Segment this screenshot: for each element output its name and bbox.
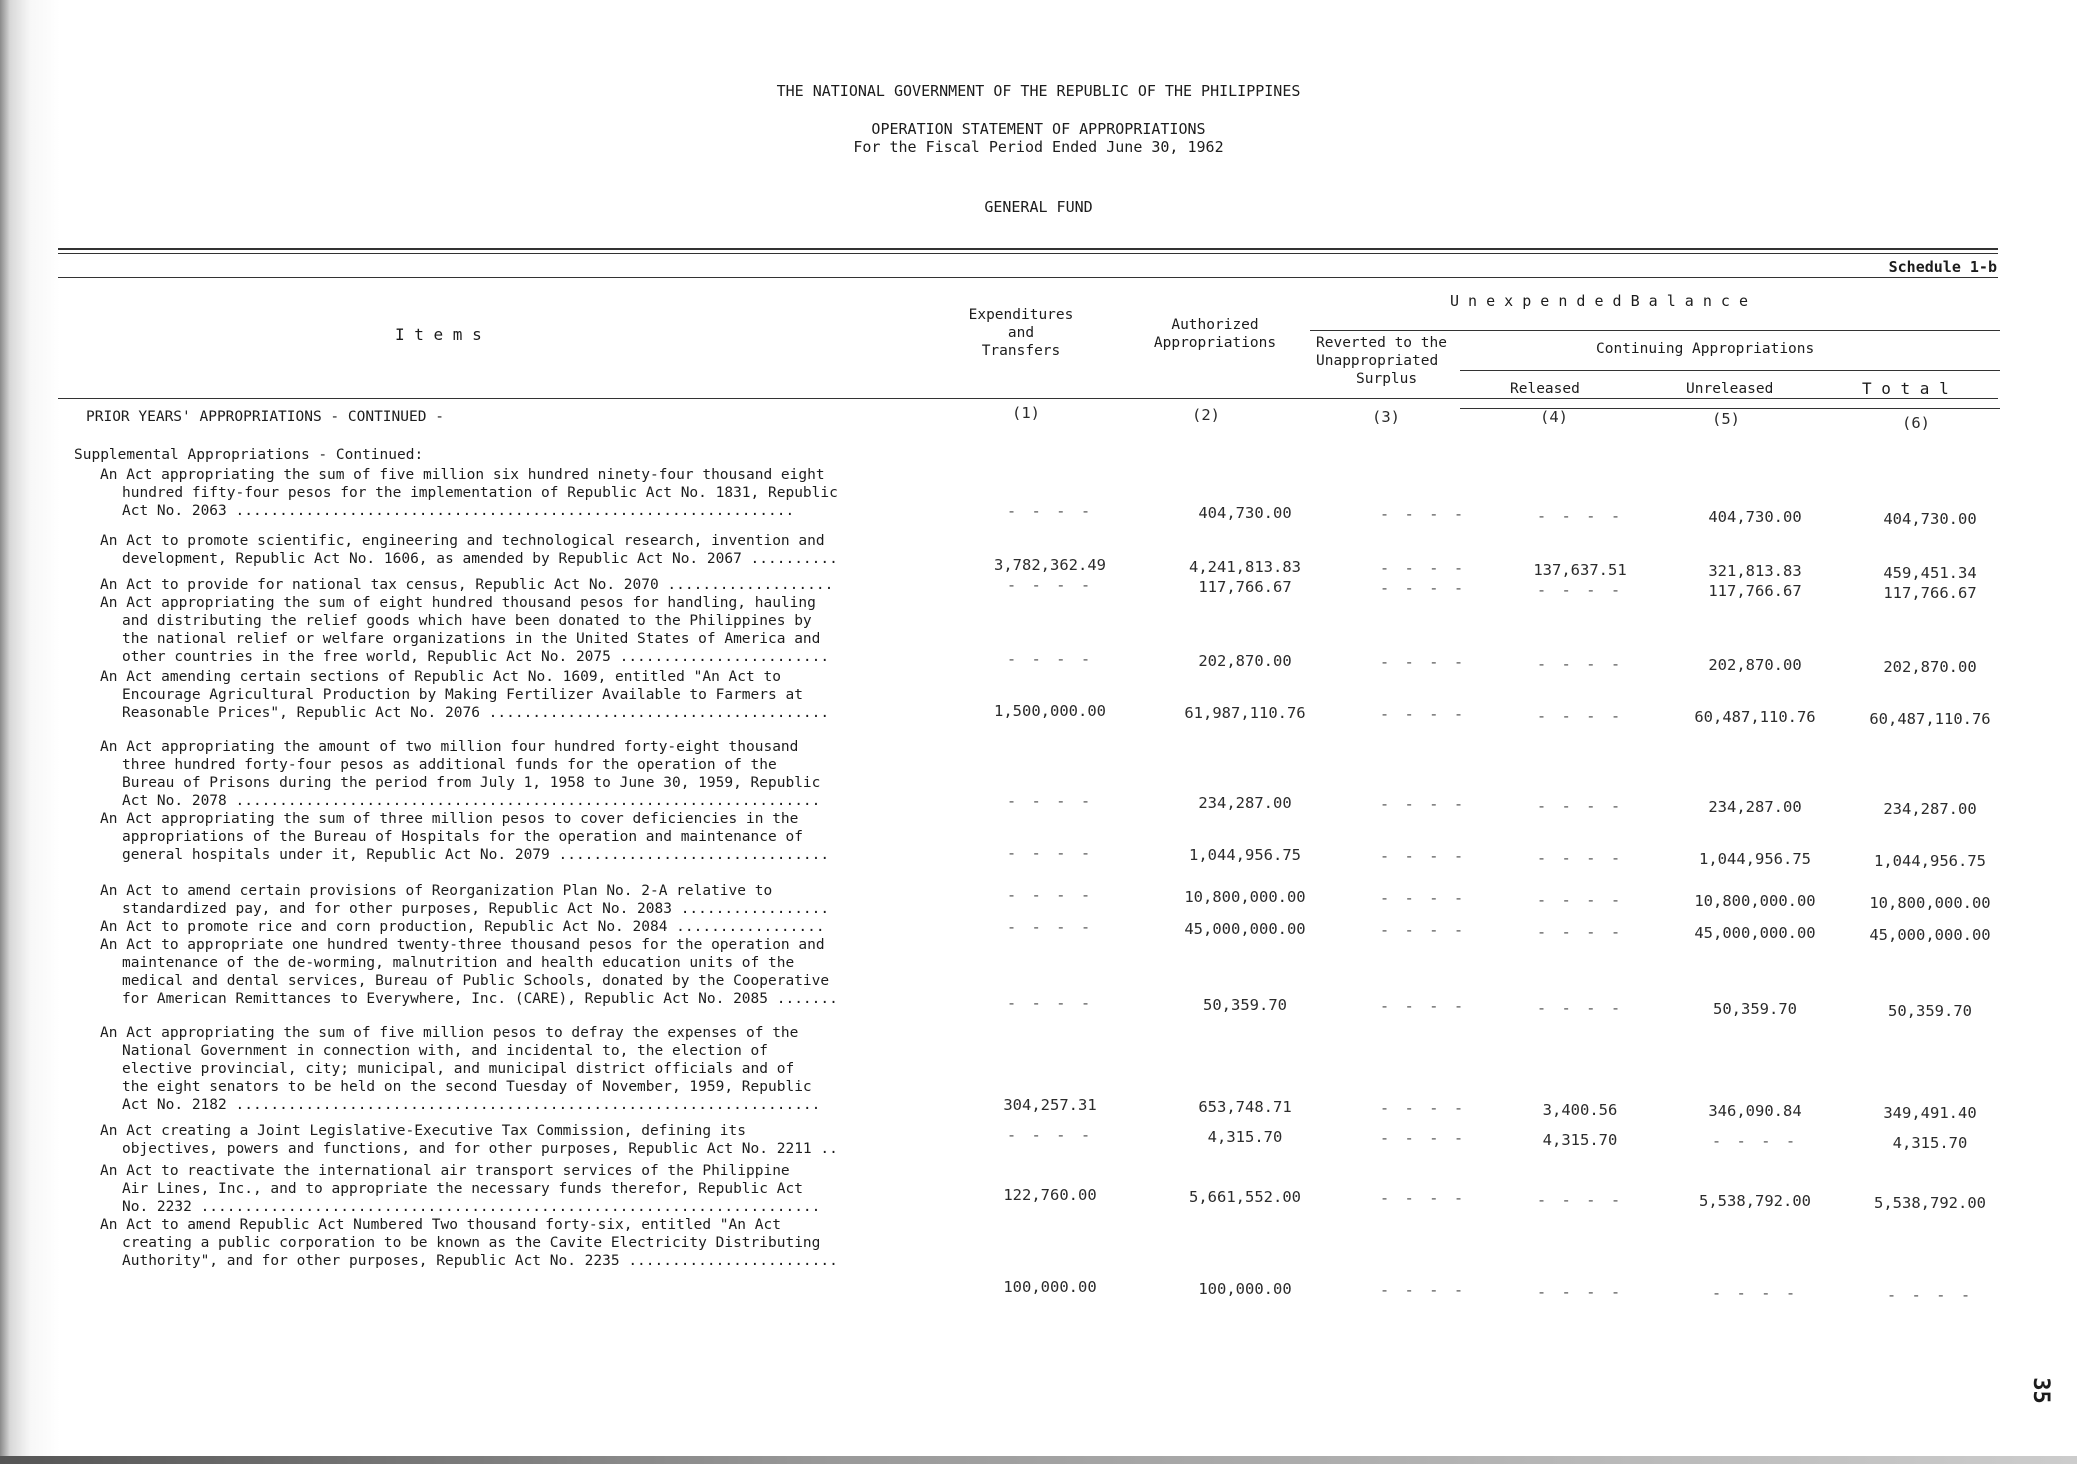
item-description — [100, 738, 940, 810]
unexpended-header: U n e x p e n d e d B a l a n c e — [1450, 292, 1749, 310]
cell-col-4: 137,637.51 — [1533, 560, 1627, 579]
authorized-header: Authorized Appropriations — [1153, 317, 1277, 351]
cell-col-2: 100,000.00 — [1198, 1279, 1292, 1298]
cell-col-6: 4,315.70 — [1892, 1133, 1968, 1152]
cell-col-4: - - - - — [1536, 998, 1624, 1017]
item-text-line: elective provincial, city; municipal, and municipal district officials and of — [122, 1061, 795, 1077]
cell-col-1: - - - - — [1006, 844, 1094, 862]
item-text-line: An Act to appropriate one hundred twenty-three thousand pesos for the operation and — [100, 937, 825, 953]
cell-col-3: - - - - — [1379, 795, 1467, 813]
item-text-line: objectives, powers and functions, and for other purposes, Republic Act No. 2211 .. — [122, 1141, 838, 1157]
cell-col-1: 122,760.00 — [1003, 1186, 1097, 1204]
item-text-line: An Act appropriating the amount of two million four hundred forty-eight thousand — [100, 739, 799, 755]
item-text-line: An Act to amend Republic Act Numbered Two thousand forty-six, entitled "An Act — [100, 1217, 781, 1233]
statement-title: OPERATION STATEMENT OF APPROPRIATIONS — [871, 120, 1206, 138]
item-text-line: medical and dental services, Bureau of Public Schools, donated by the Cooperative — [122, 973, 830, 989]
cell-col-6: 1,044,956.75 — [1874, 851, 1986, 870]
cell-col-5: - - - - — [1711, 1132, 1799, 1150]
cell-col-4: - - - - — [1536, 922, 1624, 941]
item-description — [100, 1216, 940, 1270]
item-text-line: appropriations of the Bureau of Hospitals for the operation and maintenance of — [122, 829, 803, 845]
cell-col-4: - - - - — [1536, 890, 1624, 909]
cell-col-2: 50,359.70 — [1203, 995, 1287, 1014]
cell-col-5: 10,800,000.00 — [1694, 892, 1816, 910]
cell-col-2: 117,766.67 — [1198, 577, 1292, 596]
expenditures-header: Expenditures and Transfers — [968, 307, 1074, 359]
cell-col-2: 404,730.00 — [1198, 503, 1292, 522]
cell-col-1: - - - - — [1006, 994, 1094, 1012]
footer-bar — [0, 1456, 2077, 1464]
item-text-line: Air Lines, Inc., and to appropriate the necessary funds therefor, Republic Act — [122, 1181, 803, 1197]
item-text-line: and distributing the relief goods which have been donated to the Philippines by — [122, 613, 812, 629]
cell-col-5: 1,044,956.75 — [1699, 850, 1811, 868]
cell-col-6: 234,287.00 — [1883, 799, 1977, 818]
cell-col-5: 234,287.00 — [1708, 798, 1802, 816]
item-text-line: An Act to reactivate the international air transport services of the Philippine — [100, 1163, 790, 1179]
item-text-line: general hospitals under it, Republic Act No. 2079 ............................... — [122, 847, 830, 863]
period-subtitle: For the Fiscal Period Ended June 30, 1962 — [853, 138, 1224, 156]
col-num-5: (5) — [1712, 410, 1740, 428]
item-text-line: the eight senators to be held on the second Tuesday of November, 1959, Republic — [122, 1079, 812, 1095]
cell-col-4: - - - - — [1536, 706, 1624, 725]
cell-col-2: 4,315.70 — [1207, 1127, 1283, 1146]
cell-col-3: - - - - — [1379, 705, 1467, 723]
cell-col-3: - - - - — [1379, 1099, 1467, 1117]
cell-col-1: - - - - — [1006, 1126, 1094, 1144]
cell-col-4: - - - - — [1536, 654, 1624, 673]
item-text-line: An Act creating a Joint Legislative-Executive Tax Commission, defining its — [100, 1123, 747, 1139]
item-text-line: Authority", and for other purposes, Republic Act No. 2235 ........................ — [122, 1253, 838, 1269]
unexpended-rule — [1310, 330, 2000, 331]
item-text-line: maintenance of the de-worming, malnutrition and health education units of the — [122, 955, 795, 971]
cell-col-2: 1,044,956.75 — [1189, 845, 1301, 864]
cell-col-6: 60,487,110.76 — [1869, 709, 1991, 728]
item-description — [100, 1024, 940, 1114]
cell-col-5: 5,538,792.00 — [1699, 1192, 1811, 1210]
cell-col-5: - - - - — [1711, 1284, 1799, 1302]
cell-col-4: - - - - — [1536, 1190, 1624, 1209]
cell-col-5: 404,730.00 — [1708, 508, 1802, 526]
cell-col-3: - - - - — [1379, 889, 1467, 907]
item-description — [100, 668, 940, 722]
item-text-line: Act No. 2078 ................................................................... — [122, 793, 821, 809]
continuing-rule — [1460, 370, 2000, 371]
item-text-line: standardized pay, and for other purposes, Republic Act No. 2083 ................. — [122, 901, 830, 917]
cell-col-1: 100,000.00 — [1003, 1278, 1097, 1296]
item-text-line: An Act amending certain sections of Republic Act No. 1609, entitled "An Act to — [100, 669, 781, 685]
item-text-line: National Government in connection with, and incidental to, the election of — [122, 1043, 769, 1059]
cell-col-4: 4,315.70 — [1542, 1130, 1618, 1149]
item-text-line: Act No. 2063 ................................................................ — [122, 503, 795, 519]
continuing-header: Continuing Appropriations — [1596, 341, 1815, 357]
item-description — [100, 532, 940, 568]
fund-label: GENERAL FUND — [984, 198, 1093, 216]
cell-col-6: 349,491.40 — [1883, 1103, 1977, 1122]
item-text-line: development, Republic Act No. 1606, as amended by Republic Act No. 2067 .......... — [122, 551, 838, 567]
item-text-line: An Act appropriating the sum of five million pesos to defray the expenses of the — [100, 1025, 799, 1041]
item-text-line: An Act appropriating the sum of eight hundred thousand pesos for handling, hauling — [100, 595, 816, 611]
cell-col-1: 3,782,362.49 — [994, 556, 1106, 574]
unreleased-header: Unreleased — [1686, 381, 1774, 397]
total-header: T o t a l — [1862, 379, 1949, 398]
cell-col-5: 50,359.70 — [1713, 1000, 1797, 1018]
section-title: PRIOR YEARS' APPROPRIATIONS - CONTINUED - — [86, 409, 444, 425]
top-rule-2 — [58, 253, 1998, 254]
top-rule-1 — [58, 248, 1998, 250]
cell-col-1: - - - - — [1006, 650, 1094, 668]
header-top-rule — [58, 277, 1998, 278]
item-text-line: Reasonable Prices", Republic Act No. 2076 ....................................... — [122, 705, 830, 721]
col-num-4: (4) — [1540, 408, 1568, 426]
cell-col-2: 61,987,110.76 — [1184, 703, 1306, 722]
col-num-3: (3) — [1372, 408, 1400, 426]
item-description — [100, 1162, 940, 1216]
col-num-2: (2) — [1192, 406, 1220, 424]
item-text-line: creating a public corporation to be known as the Cavite Electricity Distributing — [122, 1235, 821, 1251]
cell-col-5: 321,813.83 — [1708, 562, 1802, 580]
cell-col-5: 346,090.84 — [1708, 1102, 1802, 1120]
cell-col-4: - - - - — [1536, 848, 1624, 867]
cell-col-1: - - - - — [1006, 918, 1094, 936]
government-heading: THE NATIONAL GOVERNMENT OF THE REPUBLIC OF THE PHILIPPINES — [776, 82, 1301, 100]
item-text-line: No. 2232 ....................................................................... — [122, 1199, 821, 1215]
cell-col-3: - - - - — [1379, 997, 1467, 1015]
item-text-line: three hundred forty-four pesos as additional funds for the operation of the — [122, 757, 777, 773]
cell-col-2: 5,661,552.00 — [1189, 1187, 1301, 1206]
cell-col-6: 117,766.67 — [1883, 583, 1977, 602]
cell-col-4: - - - - — [1536, 796, 1624, 815]
page-number: 35 — [2027, 1377, 2053, 1404]
cell-col-1: - - - - — [1006, 576, 1094, 594]
cell-col-6: - - - - — [1886, 1285, 1974, 1304]
items-column-header: I t e m s — [395, 325, 482, 344]
reverted-header: Reverted to the Unappropriated Surplus — [1316, 335, 1447, 387]
col-num-6: (6) — [1902, 414, 1930, 432]
item-text-line: An Act to provide for national tax census, Republic Act No. 2070 ................... — [100, 577, 834, 593]
item-text-line: other countries in the free world, Republic Act No. 2075 ........................ — [122, 649, 830, 665]
cell-col-1: - - - - — [1006, 886, 1094, 904]
item-description — [100, 810, 940, 864]
cell-col-3: - - - - — [1379, 847, 1467, 865]
cell-col-2: 10,800,000.00 — [1184, 887, 1306, 906]
item-text-line: An Act to promote rice and corn production, Republic Act No. 2084 ................. — [100, 919, 825, 935]
cell-col-2: 4,241,813.83 — [1189, 557, 1301, 576]
released-header: Released — [1510, 381, 1580, 397]
item-text-line: for American Remittances to Everywhere, Inc. (CARE), Republic Act No. 2085 ....... — [122, 991, 838, 1007]
header-bottom-rule — [58, 398, 1998, 399]
cell-col-4: - - - - — [1536, 580, 1624, 599]
cell-col-3: - - - - — [1379, 1129, 1467, 1147]
cell-col-2: 653,748.71 — [1198, 1097, 1292, 1116]
cell-col-6: 50,359.70 — [1888, 1001, 1972, 1020]
col-num-1: (1) — [1012, 404, 1040, 422]
cell-col-3: - - - - — [1379, 579, 1467, 597]
cell-col-6: 10,800,000.00 — [1869, 893, 1991, 912]
cell-col-3: - - - - — [1379, 1189, 1467, 1207]
cell-col-4: - - - - — [1536, 1282, 1624, 1301]
cell-col-2: 234,287.00 — [1198, 793, 1292, 812]
item-description — [100, 882, 940, 918]
cell-col-2: 45,000,000.00 — [1184, 919, 1306, 938]
cell-col-3: - - - - — [1379, 921, 1467, 939]
item-description — [100, 1122, 940, 1158]
cell-col-5: 45,000,000.00 — [1694, 924, 1816, 942]
cell-col-3: - - - - — [1379, 653, 1467, 671]
item-text-line: An Act appropriating the sum of five million six hundred ninety-four thousand eight — [100, 467, 825, 483]
cell-col-1: 1,500,000.00 — [994, 702, 1106, 720]
cell-col-6: 459,451.34 — [1883, 563, 1977, 582]
cell-col-2: 202,870.00 — [1198, 651, 1292, 670]
cell-col-3: - - - - — [1379, 505, 1467, 523]
item-description — [100, 918, 940, 936]
cell-col-4: - - - - — [1536, 506, 1624, 525]
cell-col-1: - - - - — [1006, 502, 1094, 520]
item-text-line: Encourage Agricultural Production by Making Fertilizer Available to Farmers at — [122, 687, 803, 703]
cell-col-3: - - - - — [1379, 559, 1467, 577]
cell-col-6: 404,730.00 — [1883, 509, 1977, 528]
item-text-line: the national relief or welfare organizations in the United States of America and — [122, 631, 821, 647]
cell-col-6: 45,000,000.00 — [1869, 925, 1991, 944]
cell-col-1: 304,257.31 — [1003, 1096, 1097, 1114]
cell-col-4: 3,400.56 — [1542, 1100, 1618, 1119]
cell-col-1: - - - - — [1006, 792, 1094, 810]
cell-col-6: 5,538,792.00 — [1874, 1193, 1986, 1212]
item-description — [100, 576, 940, 594]
item-description — [100, 936, 940, 1008]
cell-col-5: 202,870.00 — [1708, 656, 1802, 674]
item-text-line: hundred fifty-four pesos for the implementation of Republic Act No. 1831, Republic — [122, 485, 838, 501]
schedule-label: Schedule 1-b — [1888, 258, 1997, 276]
item-text-line: An Act to promote scientific, engineering and technological research, invention and — [100, 533, 825, 549]
item-text-line: Act No. 2182 ................................................................... — [122, 1097, 821, 1113]
item-text-line: Bureau of Prisons during the period from July 1, 1958 to June 30, 1959, Republic — [122, 775, 821, 791]
item-text-line: An Act appropriating the sum of three million pesos to cover deficiencies in the — [100, 811, 799, 827]
cell-col-5: 117,766.67 — [1708, 582, 1802, 600]
cell-col-5: 60,487,110.76 — [1694, 708, 1816, 726]
item-text-line: An Act to amend certain provisions of Reorganization Plan No. 2-A relative to — [100, 883, 773, 899]
cell-col-3: - - - - — [1379, 1281, 1467, 1299]
item-description — [100, 466, 940, 520]
cell-col-6: 202,870.00 — [1883, 657, 1977, 676]
item-description — [100, 594, 940, 666]
section-subtitle: Supplemental Appropriations - Continued: — [74, 447, 424, 463]
